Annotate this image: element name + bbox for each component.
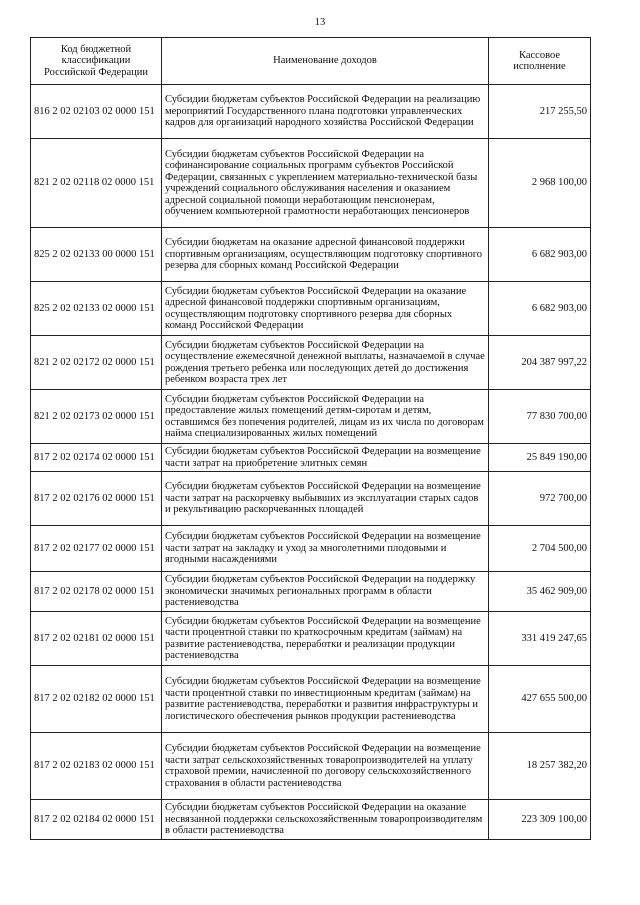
table-row <box>31 800 591 840</box>
row-amount: 223 309 100,00 <box>489 800 591 840</box>
row-code: 816 2 02 02103 02 0000 151 <box>31 85 162 139</box>
row-amount: 18 257 382,20 <box>489 733 591 800</box>
row-name: Субсидии бюджетам на оказание адресной финансовой поддержки спортивным организациям, осуществляющим подготовку спортивного резерва для сборных команд Российской Федерации <box>162 228 489 282</box>
row-code: 817 2 02 02174 02 0000 151 <box>31 444 162 472</box>
row-code: 817 2 02 02176 02 0000 151 <box>31 472 162 526</box>
row-code: 825 2 02 02133 00 0000 151 <box>31 228 162 282</box>
row-code: 817 2 02 02183 02 0000 151 <box>31 733 162 800</box>
row-amount: 427 655 500,00 <box>489 666 591 733</box>
table-header <box>31 38 591 85</box>
table-row <box>31 336 591 390</box>
table-row <box>31 228 591 282</box>
table-row <box>31 572 591 612</box>
row-code: 821 2 02 02172 02 0000 151 <box>31 336 162 390</box>
row-amount: 77 830 700,00 <box>489 390 591 444</box>
table-row <box>31 472 591 526</box>
row-name: Субсидии бюджетам субъектов Российской Федерации на возмещение части затрат сельскохозяйственных товаропроизводителей на уплату страховой премии, начисленной по договору сельскохозяйственного страхования в области растениеводства <box>162 733 489 800</box>
table-row <box>31 666 591 733</box>
table-row <box>31 733 591 800</box>
row-amount: 217 255,50 <box>489 85 591 139</box>
page-number: 13 <box>314 17 326 28</box>
row-code: 817 2 02 02178 02 0000 151 <box>31 572 162 612</box>
row-name: Субсидии бюджетам субъектов Российской Федерации на возмещение части затрат на раскорчевку выбывших из эксплуатации старых садов и рекультивацию раскорчеванных площадей <box>162 472 489 526</box>
row-amount: 6 682 903,00 <box>489 228 591 282</box>
row-name: Субсидии бюджетам субъектов Российской Федерации на оказание несвязанной поддержки сельскохозяйственным товаропроизводителям в области растениеводства <box>162 800 489 840</box>
row-amount: 2 968 100,00 <box>489 139 591 228</box>
row-code: 821 2 02 02173 02 0000 151 <box>31 390 162 444</box>
row-code: 821 2 02 02118 02 0000 151 <box>31 139 162 228</box>
row-code: 817 2 02 02184 02 0000 151 <box>31 800 162 840</box>
table-row <box>31 526 591 572</box>
row-name: Субсидии бюджетам субъектов Российской Федерации на предоставление жилых помещений детям-сиротам и детям, оставшимся без попечения родителей, лицам из их числа по договорам найма специализированных жилых помещений <box>162 390 489 444</box>
revenue-table <box>30 37 591 840</box>
row-amount: 204 387 997,22 <box>489 336 591 390</box>
row-code: 817 2 02 02182 02 0000 151 <box>31 666 162 733</box>
row-name: Субсидии бюджетам субъектов Российской Федерации на оказание адресной финансовой поддержки спортивным организациям, осуществляющим подготовку спортивного резерва для сборных команд Российской Федерации <box>162 282 489 336</box>
row-name: Субсидии бюджетам субъектов Российской Федерации на возмещение части затрат на закладку и уход за многолетними плодовыми и ягодными насаждениями <box>162 526 489 572</box>
row-amount: 331 419 247,65 <box>489 612 591 666</box>
table-row <box>31 139 591 228</box>
table-row <box>31 390 591 444</box>
row-name: Субсидии бюджетам субъектов Российской Федерации на софинансирование социальных программ субъектов Российской Федерации, связанных с укреплением материально-технической базы учреждений социального обслуживания населения и оказанием адресной социальной помощи неработающим пенсионерам, обучением компьютерной грамотности неработающих пенсионеров <box>162 139 489 228</box>
header-row <box>31 38 591 85</box>
row-name: Субсидии бюджетам субъектов Российской Федерации на поддержку экономически значимых региональных программ в области растениеводства <box>162 572 489 612</box>
row-name: Субсидии бюджетам субъектов Российской Федерации на возмещение части процентной ставки по инвестиционным кредитам (займам) на развитие растениеводства, переработки и развития инфраструктуры и логистического обеспечения рынков продукции растениеводства <box>162 666 489 733</box>
row-amount: 35 462 909,00 <box>489 572 591 612</box>
row-amount: 2 704 500,00 <box>489 526 591 572</box>
row-amount: 972 700,00 <box>489 472 591 526</box>
header-amount: Кассовое исполнение <box>489 38 591 85</box>
header-name: Наименование доходов <box>162 38 489 85</box>
row-name: Субсидии бюджетам субъектов Российской Федерации на реализацию мероприятий Государственного плана подготовки управленческих кадров для организаций народного хозяйства Российской Федерации <box>162 85 489 139</box>
table-row <box>31 444 591 472</box>
table-row <box>31 282 591 336</box>
row-name: Субсидии бюджетам субъектов Российской Федерации на возмещение части процентной ставки по краткосрочным кредитам (займам) на развитие растениеводства, переработки и реализации продукции растениеводства <box>162 612 489 666</box>
row-amount: 6 682 903,00 <box>489 282 591 336</box>
table-row <box>31 85 591 139</box>
row-name: Субсидии бюджетам субъектов Российской Федерации на осуществление ежемесячной денежной выплаты, назначаемой в случае рождения третьего ребенка или последующих детей до достижения ребенком возраста трех лет <box>162 336 489 390</box>
row-code: 817 2 02 02181 02 0000 151 <box>31 612 162 666</box>
row-code: 825 2 02 02133 02 0000 151 <box>31 282 162 336</box>
row-code: 817 2 02 02177 02 0000 151 <box>31 526 162 572</box>
row-name: Субсидии бюджетам субъектов Российской Федерации на возмещение части затрат на приобретение элитных семян <box>162 444 489 472</box>
row-amount: 25 849 190,00 <box>489 444 591 472</box>
table-body <box>31 85 591 840</box>
table-row <box>31 612 591 666</box>
header-code: Код бюджетной классификации Российской Федерации <box>31 38 162 85</box>
